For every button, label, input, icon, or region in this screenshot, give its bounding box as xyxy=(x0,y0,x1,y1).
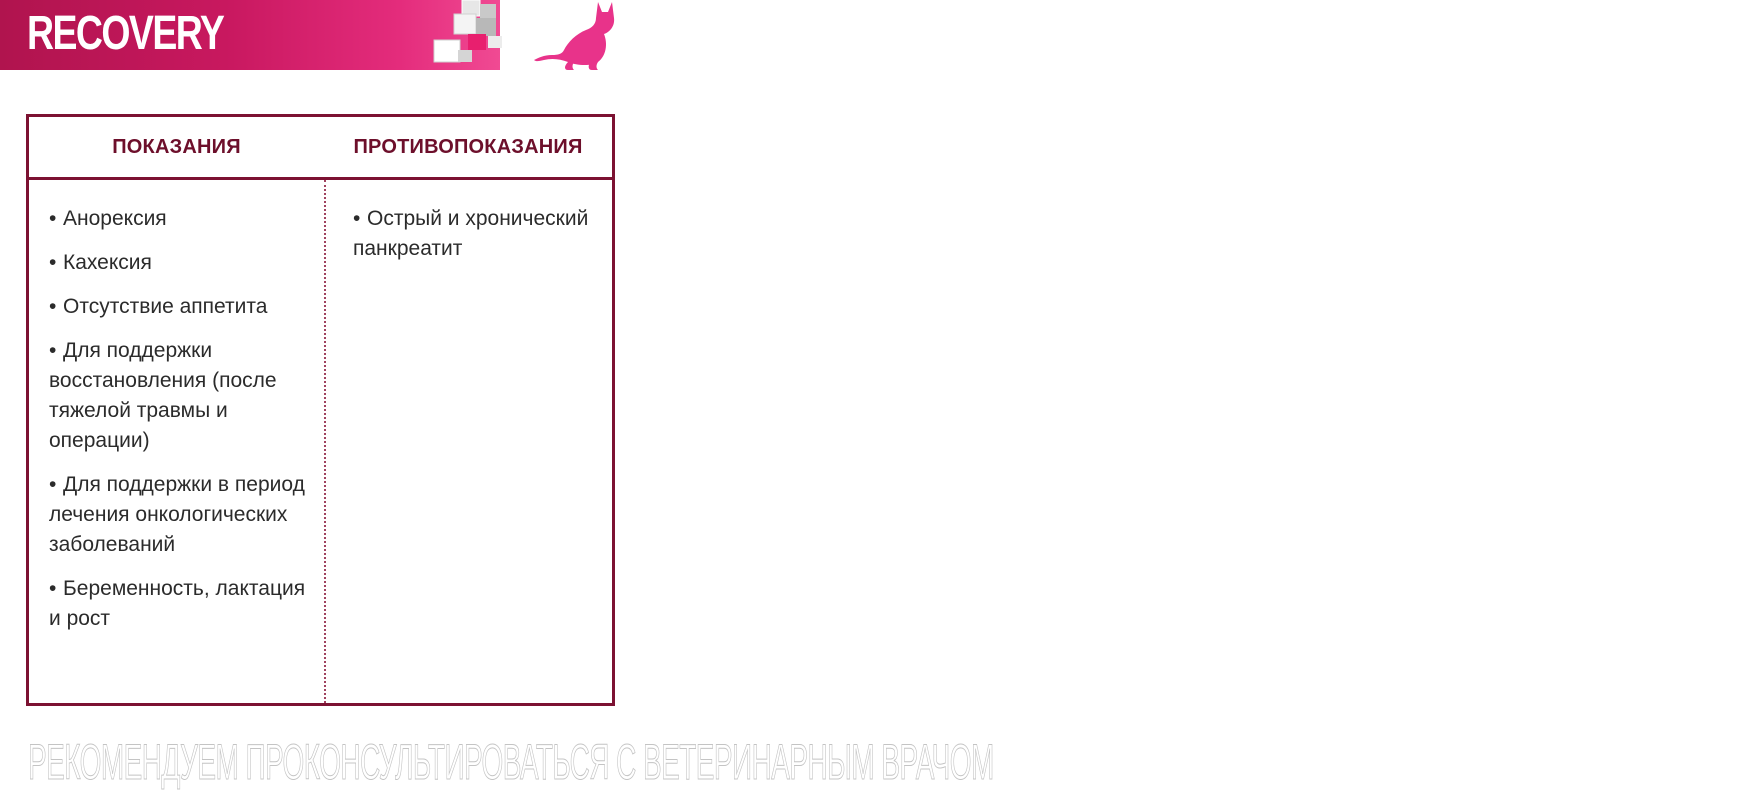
column-divider xyxy=(324,180,326,703)
indications-table xyxy=(26,114,615,706)
list-item: • Острый и хронический панкреатит xyxy=(353,207,589,260)
indications-header: ПОКАЗАНИЯ xyxy=(112,135,241,158)
header-banner xyxy=(0,0,500,70)
list-item: • Анорексия xyxy=(49,207,167,230)
list-item: • Для поддержки восстановления (после тяжелой травмы и операции) xyxy=(49,339,277,452)
list-item: • Для поддержки в период лечения онкологических заболеваний xyxy=(49,473,305,556)
list-item: • Отсутствие аппетита xyxy=(49,295,268,318)
contraindications-list xyxy=(353,180,608,278)
squares-graphic xyxy=(428,0,508,66)
product-title: RECOVERY xyxy=(27,7,224,60)
footer-note xyxy=(28,730,994,800)
indications-list xyxy=(49,180,317,648)
vet-consult-text: РЕКОМЕНДУЕМ ПРОКОНСУЛЬТИРОВАТЬСЯ С ВЕТЕРИНАРНЫМ ВРАЧОМ xyxy=(28,734,994,790)
list-item: • Кахексия xyxy=(49,251,152,274)
cat-icon xyxy=(528,0,618,72)
table-header-row xyxy=(29,117,612,180)
list-item: • Беременность, лактация и рост xyxy=(49,577,306,630)
contraindications-header: ПРОТИВОПОКАЗАНИЯ xyxy=(353,135,583,158)
